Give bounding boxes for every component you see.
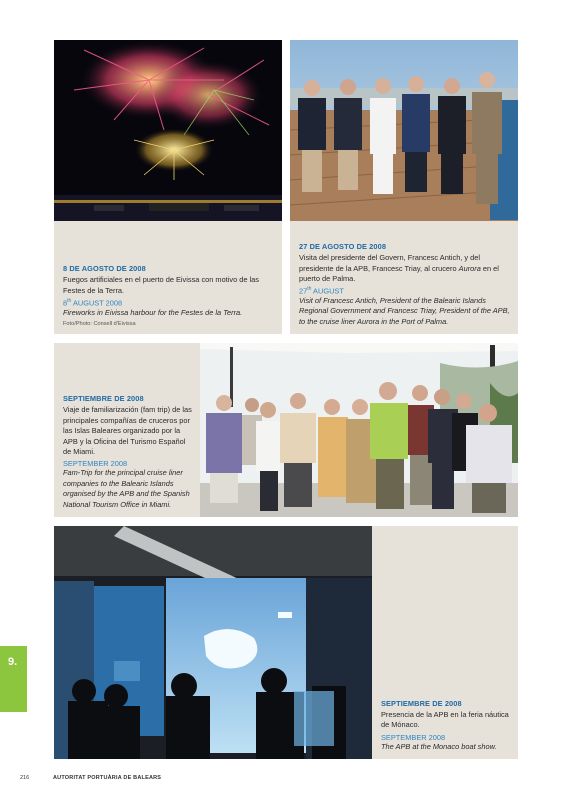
boat-show-photo bbox=[54, 526, 372, 759]
page-number: 216 bbox=[20, 775, 30, 781]
caption-text-es: Visita del presidente del Govern, Francesc Antich, y del presidente de la APB, Francesc Triay, al crucero Aurora en el puerto de Palma. bbox=[299, 253, 499, 283]
caption-date-es: SEPTIEMBRE DE 2008 bbox=[381, 698, 462, 708]
caption-text-en: The APB at the Monaco boat show. bbox=[381, 741, 497, 751]
caption-text-en: Fam-Trip for the principal cruise liner companies to the Balearic Islands organised by the APB and the Spanish National Tourism Office in Miami. bbox=[63, 468, 190, 509]
caption-date-es: 27 DE AGOSTO DE 2008 bbox=[299, 242, 387, 252]
page-footer bbox=[20, 775, 162, 781]
fireworks-caption bbox=[54, 221, 282, 334]
caption-date-en: SEPTEMBER 2008 bbox=[63, 459, 128, 469]
caption-text-en: Fireworks in Eivissa harbour for the Festes de la Terra. bbox=[63, 307, 243, 317]
caption-date-es: SEPTIEMBRE DE 2008 bbox=[63, 394, 144, 404]
cruise-caption bbox=[290, 221, 518, 334]
caption-date-es: 8 DE AGOSTO DE 2008 bbox=[63, 264, 146, 274]
famtrip-image bbox=[200, 343, 518, 517]
fireworks-image bbox=[54, 40, 282, 221]
cruise-image bbox=[290, 40, 518, 221]
boatshow-caption bbox=[372, 526, 518, 759]
caption-text-es: Viaje de familiarización (fam trip) de las principales compañías de cruceros por las Islas Baleares organizado por la APB y la Oficina del Turismo Español de Miami. bbox=[63, 405, 192, 456]
caption-date-en: 8th AUGUST 2008 bbox=[63, 298, 123, 308]
boat-show-image bbox=[54, 526, 372, 759]
famtrip-caption bbox=[54, 343, 200, 517]
photo-credit: Foto/Photo: Consell d'Eivissa bbox=[63, 321, 136, 327]
famtrip-group-photo bbox=[200, 343, 518, 517]
cruise-group-photo bbox=[290, 40, 518, 221]
caption-text-es: Presencia de la APB en la feria náutica de Mónaco. bbox=[381, 709, 509, 730]
footer-organization: AUTORITAT PORTUÀRIA DE BALEARS bbox=[53, 775, 162, 781]
chapter-number: 9. bbox=[8, 656, 18, 668]
caption-date-en: SEPTEMBER 2008 bbox=[381, 732, 446, 742]
chapter-tab bbox=[0, 646, 27, 712]
caption-date-en: 27th AUGUST bbox=[299, 286, 344, 296]
fireworks-photo bbox=[54, 40, 282, 221]
caption-text-en: Visit of Francesc Antich, President of the Balearic Islands Regional Government and Francesc Triay, President of the APB, to the cruise liner Aurora in the Port of Palma. bbox=[299, 295, 510, 326]
caption-text-es: Fuegos artificiales en el puerto de Eivissa con motivo de las Festes de la Terra. bbox=[63, 275, 259, 295]
